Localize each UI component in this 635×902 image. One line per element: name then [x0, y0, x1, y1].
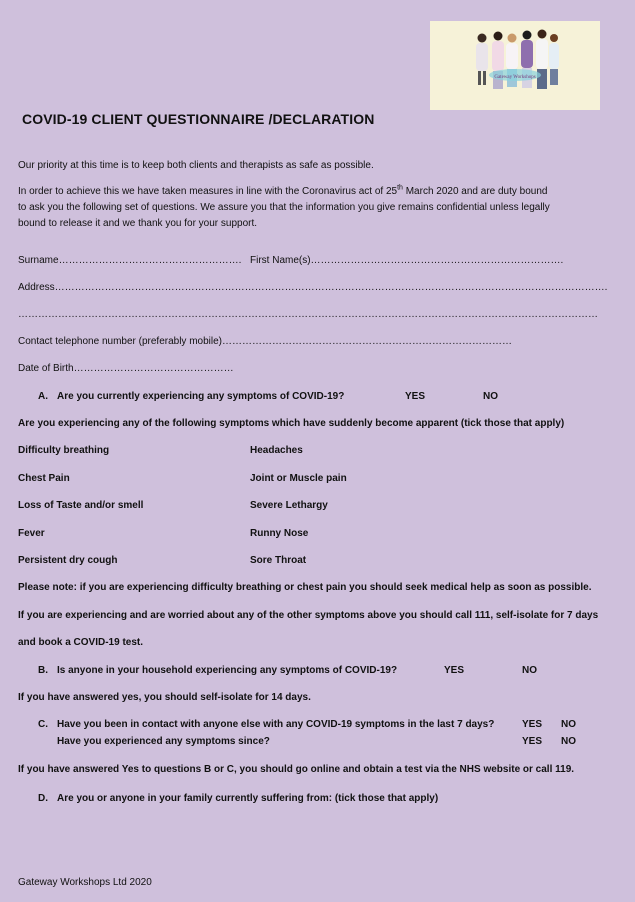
question-c-no-2[interactable]: NO — [561, 736, 576, 747]
symptom-item[interactable]: Sore Throat — [250, 555, 307, 566]
symptom-item[interactable]: Severe Lethargy — [250, 500, 328, 511]
footer-text: Gateway Workshops Ltd 2020 — [18, 877, 152, 888]
note-book-test: and book a COVID-19 test. — [18, 637, 144, 648]
symptom-item[interactable]: Loss of Taste and/or smell — [18, 500, 144, 511]
symptom-item[interactable]: Persistent dry cough — [18, 555, 118, 566]
intro-text: March 2020 and are duty bound — [402, 186, 548, 197]
page-title: COVID-19 CLIENT QUESTIONNAIRE /DECLARATION — [22, 111, 375, 127]
question-b-text: Is anyone in your household experiencing any symptoms of COVID-19? — [57, 665, 398, 676]
question-b-label: B. — [38, 665, 48, 676]
question-c-text-1: Have you been in contact with anyone else with any COVID-19 symptoms in the last 7 days? — [57, 719, 495, 730]
question-b-followup: If you have answered yes, you should self-isolate for 14 days. — [18, 692, 311, 703]
intro-text: In order to achieve this we have taken measures in line with the Coronavirus act of 25 — [18, 186, 398, 197]
question-c-yes-1[interactable]: YES — [522, 719, 543, 730]
symptom-item[interactable]: Fever — [18, 528, 45, 539]
company-logo — [430, 21, 600, 110]
question-c-text-2: Have you experienced any symptoms since? — [57, 736, 270, 747]
question-c-no-1[interactable]: NO — [561, 719, 576, 730]
intro-paragraph-1: Our priority at this time is to keep both clients and therapists as safe as possible. — [18, 160, 374, 171]
svg-text:Gateway Workshops: Gateway Workshops — [494, 75, 536, 80]
question-d-label: D. — [38, 793, 48, 804]
symptoms-intro: Are you experiencing any of the following symptoms which have suddenly become apparent (tick those that apply) — [18, 418, 565, 429]
surname-field[interactable]: Surname………………………………………………. — [18, 255, 242, 266]
question-b-no[interactable]: NO — [522, 665, 537, 676]
address-line-2-field[interactable]: ………………………………………………………………………………………………………………………………………………………… — [18, 309, 598, 320]
question-a-no[interactable]: NO — [483, 391, 498, 402]
intro-sup: th — [397, 184, 403, 192]
intro-paragraph-2 — [18, 184, 618, 232]
question-c-followup: If you have answered Yes to questions B or C, you should go online and obtain a test via the NHS website or call 119. — [18, 764, 575, 775]
question-c-yes-2[interactable]: YES — [522, 736, 543, 747]
symptom-item[interactable]: Chest Pain — [18, 473, 70, 484]
question-c-label: C. — [38, 719, 48, 730]
phone-field[interactable]: Contact telephone number (preferably mobile)…………………………………………………………………………… — [18, 336, 512, 347]
first-name-field[interactable]: First Name(s)…………………………………………………………………. — [250, 255, 564, 266]
note-medical-help: Please note: if you are experiencing difficulty breathing or chest pain you should seek medical help as soon as possible. — [18, 582, 592, 593]
intro-text: to ask you the following set of questions. We assure you that the information you give remains confidential unless legally — [18, 202, 550, 213]
logo-people-illustration — [430, 21, 600, 110]
dob-field[interactable]: Date of Birth………………………………………… — [18, 363, 234, 374]
question-b-yes[interactable]: YES — [444, 665, 465, 676]
question-a-yes[interactable]: YES — [405, 391, 426, 402]
note-self-isolate: If you are experiencing and are worried about any of the other symptoms above you should call 111, self-isolate for 7 days — [18, 610, 599, 621]
question-d-text: Are you or anyone in your family currently suffering from: (tick those that apply) — [57, 793, 439, 804]
symptom-item[interactable]: Runny Nose — [250, 528, 309, 539]
address-field[interactable]: Address…………………………………………………………………………………………………………………………………………………. — [18, 282, 608, 293]
question-a-label: A. — [38, 391, 48, 402]
symptom-item[interactable]: Headaches — [250, 445, 303, 456]
question-a-text: Are you currently experiencing any symptoms of COVID-19? — [57, 391, 345, 402]
intro-text: bound to release it and we thank you for your support. — [18, 218, 258, 229]
symptom-item[interactable]: Difficulty breathing — [18, 445, 110, 456]
symptom-item[interactable]: Joint or Muscle pain — [250, 473, 347, 484]
